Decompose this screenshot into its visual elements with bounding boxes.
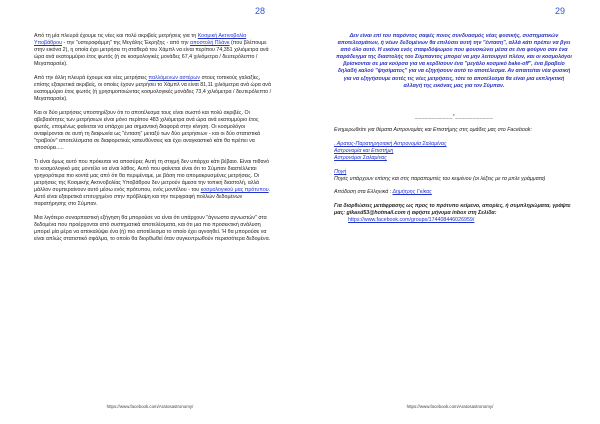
- left-paragraph-5: Μια λιγότερο συναρπαστική εξήγηση θα μπορούσε να είναι ότι υπάρχουν "άγνωστα αγνωστών" στα δεδομένα που προέρχονται από συστηματικά αποτελέσματα, και ότι μια πιο προσεκτική ανάλυση μπορεί μία μέρα να αποκαλύψει ένα (ή) πιο αποτέλεσμα το οποίο έχει αγνοηθεί. Ή θα μπορούσε να είναι απλώς στατιστικό σφάλμα, το οποίο θα διορθωθεί όταν συγκεντρωθούν περισσότερα δεδομένα.: [34, 215, 271, 243]
- facebook-group-links: [334, 141, 574, 162]
- right-page: [300, 0, 600, 424]
- source-note: Πηγές υπάρχουν επίσης και στις παραπομπές του κειμένου (οι λέξεις με τα μπλε γράμματα): [334, 175, 546, 182]
- right-footer-url: https://www.facebook.com/Aratosastronomy/: [406, 404, 494, 409]
- left-footer-url: https://www.facebook.com/Aratosastronomy/: [106, 404, 194, 409]
- right-page-number: 29: [555, 6, 566, 16]
- pulsating-stars-link[interactable]: παλλόμενων αστέρων: [148, 74, 201, 81]
- left-paragraph-2: [34, 75, 274, 103]
- text-run: στους τοπικούς γαλαξίες, επίσης εξαιρετικά ακριβείς, οι οποίες έχουν μετρήσει το Χάμπλ να είναι 81,11 χιλιόμετρα ανά ώρα ανά εκατομμύριο έτος φωτός (ή χρησιμοποιώντας κοσμολογικές μονάδες 73,4 χιλιόμετρα / δευτερόλεπτο / Μεγαπαρσέκ).: [34, 74, 272, 103]
- text-run: Από τη μία πλευρά έχουμε τις νέες και πολύ ακριβείς μετρήσεις για τη: [34, 33, 198, 39]
- left-page-text: [34, 33, 274, 250]
- text-run: Τι είναι όμως αυτό που πρόκειται να αποσύρει; Αυτή τη στιγμή δεν υπάρχει κάτι βέβαιο. Είναι πιθανό το κοσμολογικό μας μοντέλο να είναι λάθος. Αυτό που φαίνεται είναι ότι το Σύμπαν διαστέλλεται γρηγορότερα πιο κοντά μας από ότι θα περιμέναμε, με βάση πιο απομακρυσμένες μετρήσεις. Οι μετρήσεις της Κοσμικής Ακτινοβολίας Υποβάθρου δεν μετρούν άμεσα την τοπική διαστολή, αλλά μάλλον συμπεραίνουν αυτό μέσω ενός πρότυπου, ενός μοντέλου - του: [34, 158, 270, 194]
- left-paragraph-1: [34, 33, 274, 68]
- translation-prefix: Απόδοση στα Ελληνικά :: [334, 189, 393, 196]
- contact-text: Για διορθώσεις μετάφρασης ως προς το πρότυπο κείμενο, απορίες, ή συμπληρώματα, γράψτε μας: gikasd53@hotmail.com ή αφήστε μήνυμα inbox στη Σελίδα:: [334, 203, 571, 217]
- planck-mission-link[interactable]: αποστολή Πλάνκ: [190, 40, 230, 47]
- section-separator: ___________*___________: [414, 113, 494, 120]
- contact-block: [334, 203, 574, 224]
- facebook-page-link[interactable]: https://www.facebook.com/groups/174408446026959/: [348, 217, 475, 224]
- left-page-number: 28: [255, 6, 266, 16]
- translation-credit: [334, 189, 574, 196]
- cosmological-model-link[interactable]: κοσμολογικού μας πρότυπου: [200, 187, 269, 194]
- source-link[interactable]: Πηγή: [334, 168, 347, 175]
- conclusion-paragraph: Δεν είναι επί του παρόντος σαφές ποιος συνδυασμός νέας φυσικής, συστηματικών αποτελεσμάτων, ή νέων δεδομένων θα επιλύσει αυτή την "ένταση", αλλά κάτι πρέπει να βγει από όλο αυτό. Η εικόνα ενός σταφιδόψωμου που φουσκώνει μέσα σε ένα φούρνο σαν ένα παράδειγμα της διαστολής του Σύμπαντος μπορεί να μην λειτουργεί πλέον, και οι κοσμολόγοι βρίσκονται σε μια κούρσα για να κερδίσουν ένα "μεγάλο κοσμικό bake-off", ένα βραβείο δηλαδή καλού "ψησίματος" για να εξηγήσουν αυτό το αποτέλεσμα. Αν απαιτείται νέα φυσική για να εξηγήσουμε αυτές τις νέες μετρήσεις, τότε το αποτέλεσμα θα είναι μια εκπληκτική αλλαγή της εικόνας μας για τον Σύμπαν.: [336, 33, 572, 89]
- text-run: - την "υστεροφάμμη" της Μεγάλης Έκρηξης - από την: [61, 40, 191, 47]
- cmb-link[interactable]: Κοσμική Ακτινοβολία Υποβάθρου: [34, 33, 247, 47]
- translator-link[interactable]: Δημήτρης Γκίκας: [392, 189, 432, 196]
- group-link-salamina-astronomers[interactable]: Αστρονόμοι Σαλαμίνας: [334, 155, 387, 162]
- right-page-text: [334, 33, 574, 231]
- text-run: . Αυτό είναι εξαιρετικά επιτυχημένο στην πρόβλεψη και την περιγραφή πολλών δεδομένων παρατήρησης στο Σύμπαν.: [34, 187, 271, 208]
- group-link-astronomy-science[interactable]: Αστρονομία και Επιστήμη: [334, 148, 394, 155]
- text-run: Από την άλλη πλευρά έχουμε και νέες μετρήσεις: [34, 74, 149, 81]
- left-paragraph-3: Και οι δύο μετρήσεις υποστηρίζουν ότι το αποτέλεσμα τους είναι σωστό και πολύ ακριβές. Οι αβεβαιότητες των μετρήσεων είναι μόνο περίπου 483 χιλιόμετρα ανά ώρα ανά εκατομμύριο έτος φωτός, επομένως φαίνεται να υπάρχει μια σημαντική διαφορά στην κίνηση. Οι κοσμολόγοι αναφέρονται σε αυτή τη διαφωνία ως "ένταση" μεταξύ των δύο μετρήσεων - και οι δύο στατιστικά "τραβούν" αποτελέσματα σε διαφορετικές κατευθύνσεις και έχει αναγκαστικό κάτι θα πρέπει να αποσύρει.....: [34, 109, 261, 152]
- group-link-aratos[interactable]: . Αρατος-Παρατηρησιακή Αστρονομία Σαλαμίνας: [334, 140, 447, 147]
- left-paragraph-4: [34, 159, 274, 209]
- text-run: (που βλέπουμε στην εικόνα 2), η οποία έχει μετρήσει τη σταθερά του Χάμπλ να είναι περίπου 74,351 χιλιόμετρα ανά ώρα ανά εκατομμύριο έτος φωτός (ή σε κοσμολογικές μονάδες 67,4 χιλιόμετρα / δευτερόλεπτο / Μεγαπαρσέκ).: [34, 40, 269, 68]
- facebook-groups-intro: Ενημερωθείτε για θέματα Αστρονομίας και Επιστήμης στις ομάδες μας στο Facebook:: [334, 127, 532, 134]
- source-block: [334, 169, 574, 183]
